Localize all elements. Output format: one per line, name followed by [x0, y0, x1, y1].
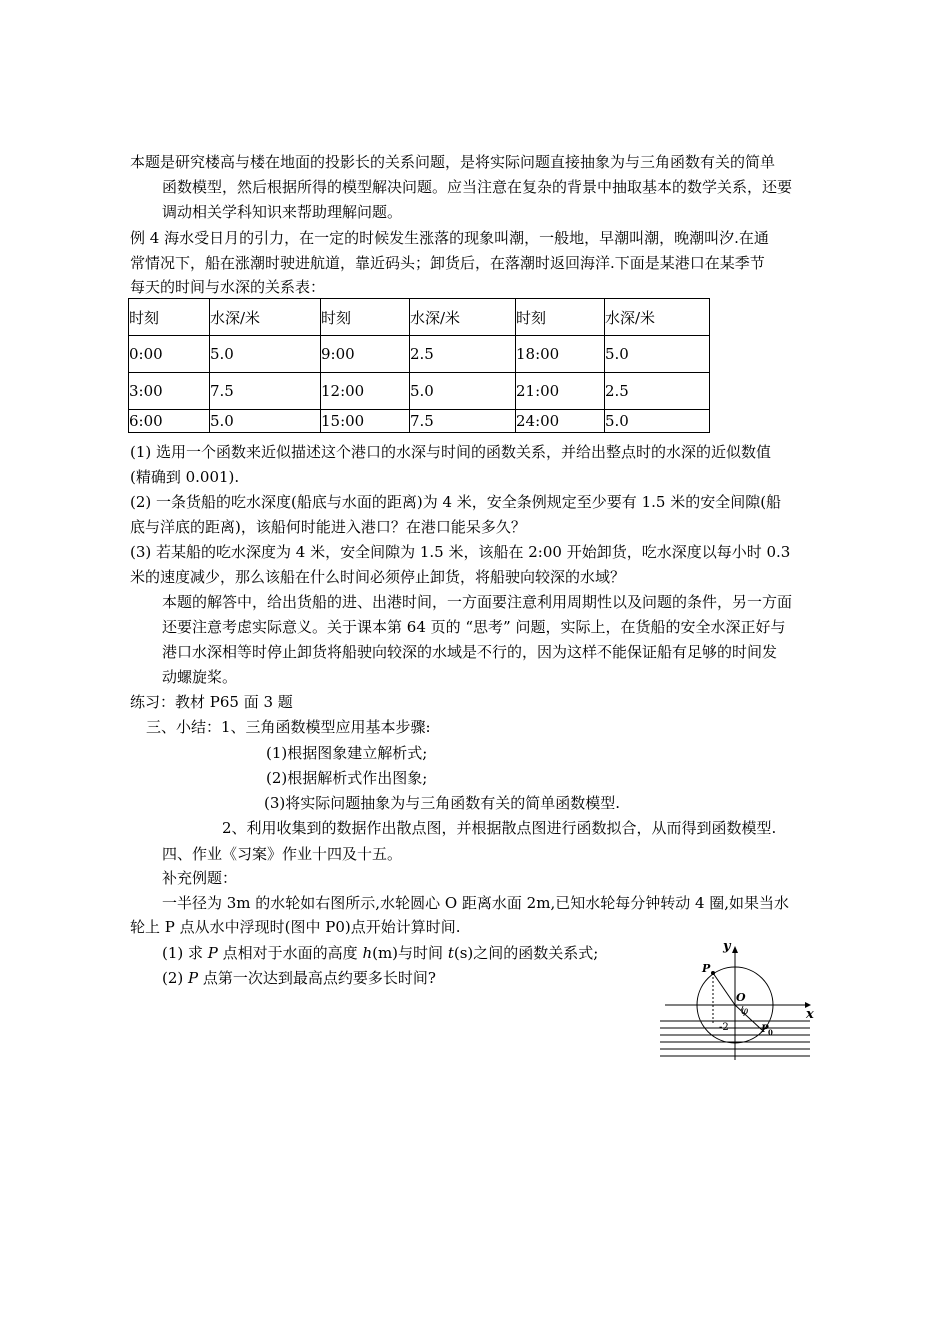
table-header-row [129, 299, 710, 336]
supplement-title: 补充例题： [162, 869, 238, 887]
table-cell: 24:00 [516, 410, 605, 433]
table-cell: 6:00 [129, 410, 210, 433]
example-line: 每天的时间与水深的关系表： [130, 278, 326, 296]
table-cell: 12:00 [321, 373, 410, 410]
table-row [129, 373, 710, 410]
question-line: (2) 一条货船的吃水深度(船底与水面的距离)为 4 米，安全条例规定至少要有 1.5 米的安全间隙(船 [130, 493, 782, 511]
point-p-dot [711, 971, 715, 975]
tide-table [128, 298, 710, 433]
q1-var-h: h [362, 944, 373, 962]
table-cell: 0:00 [129, 336, 210, 373]
table-header-cell: 水深/米 [605, 299, 710, 336]
practice-line: 练习：教材 P65 面 3 题 [130, 693, 293, 711]
q1-text: (1) 求 [162, 944, 208, 962]
phi-label: φ [741, 1006, 749, 1017]
table-cell: 21:00 [516, 373, 605, 410]
p0-subscript: 0 [768, 1028, 773, 1037]
q1-text: 点相对于水面的高度 [217, 944, 363, 962]
summary-point: 2、利用收集到的数据作出散点图，并根据散点图进行函数拟合，从而得到函数模型. [222, 819, 777, 837]
example-line: 常情况下，船在涨潮时驶进航道，靠近码头；卸货后，在落潮时返回海洋.下面是某港口在某季节 [130, 254, 765, 272]
table-cell: 7.5 [210, 373, 321, 410]
summary-step: (1)根据图象建立解析式; [266, 744, 428, 762]
table-cell: 5.0 [605, 336, 710, 373]
table-cell: 9:00 [321, 336, 410, 373]
y-axis-arrow [732, 946, 738, 953]
table-cell: 2.5 [605, 373, 710, 410]
table-cell: 2.5 [410, 336, 516, 373]
supplement-question-1 [162, 943, 598, 963]
table-header-cell: 时刻 [321, 299, 410, 336]
p0-label: P [761, 1024, 769, 1035]
table-header-cell: 时刻 [516, 299, 605, 336]
q2-text: 点第一次达到最高点约要多长时间? [198, 969, 436, 987]
intro-line: 本题是研究楼高与楼在地面的投影长的关系问题，是将实际问题直接抽象为与三角函数有关的简单 [130, 153, 776, 171]
q1-var-t: t [447, 944, 454, 962]
question-line: 底与洋底的距离)，该船何时能进入港口？在港口能呆多久？ [130, 518, 526, 536]
origin-label: O [736, 991, 746, 1004]
table-cell: 15:00 [321, 410, 410, 433]
supplement-line: 轮上 P 点从水中浮现时(图中 P0)点开始计算时间. [130, 918, 461, 936]
homework-line: 四、作业《习案》作业十四及十五。 [162, 845, 403, 863]
note-line: 港口水深相等时停止卸货将船驶向较深的水域是不行的，因为这样不能保证船有足够的时间发 [162, 643, 778, 661]
table-row [129, 410, 710, 433]
q2-text: (2) [162, 969, 189, 987]
table-header-cell: 水深/米 [410, 299, 516, 336]
table-cell: 18:00 [516, 336, 605, 373]
x-label: x [806, 1007, 814, 1022]
table-cell: 5.0 [410, 373, 516, 410]
table-cell: 3:00 [129, 373, 210, 410]
summary-title: 三、小结：1、三角函数模型应用基本步骤: [146, 718, 431, 736]
summary-step: (3)将实际问题抽象为与三角函数有关的简单函数模型. [264, 794, 621, 812]
note-line: 动螺旋桨。 [162, 668, 238, 686]
table-cell: 5.0 [210, 336, 321, 373]
example-line: 例 4 海水受日月的引力，在一定的时候发生涨落的现象叫潮，一般地，早潮叫潮，晚潮叫汐.在通 [130, 229, 769, 247]
intro-line: 函数模型，然后根据所得的模型解决问题。应当注意在复杂的背景中抽取基本的数学关系，还要 [162, 178, 793, 196]
intro-line: 调动相关学科知识来帮助理解问题。 [162, 203, 403, 221]
supplement-line: 一半径为 3m 的水轮如右图所示,水轮圆心 O 距离水面 2m,已知水轮每分钟转动 4 圈,如果当水 [162, 894, 790, 912]
question-line: 米的速度减少，那么该船在什么时间必须停止卸货，将船驶向较深的水域？ [130, 568, 626, 586]
q1-text: (s)之间的函数关系式; [453, 944, 599, 962]
q1-var-p: P [207, 944, 218, 962]
question-line: (精确到 0.001). [130, 468, 240, 486]
q1-text: (m)与时间 [372, 944, 448, 962]
table-header-cell: 水深/米 [210, 299, 321, 336]
q2-var-p: P [188, 969, 199, 987]
y-label: y [723, 939, 731, 954]
minus-two-label: -2 [719, 1022, 729, 1033]
radius-to-p [713, 973, 735, 1005]
question-line: (1) 选用一个函数来近似描述这个港口的水深与时间的函数关系，并给出整点时的水深的近似数值 [130, 443, 772, 461]
p-label: P [702, 962, 711, 975]
table-cell: 7.5 [410, 410, 516, 433]
table-cell: 5.0 [210, 410, 321, 433]
table-cell: 5.0 [605, 410, 710, 433]
table-header-cell: 时刻 [129, 299, 210, 336]
question-line: (3) 若某船的吃水深度为 4 米，安全间隙为 1.5 米，该船在 2:00 开始卸货，吃水深度以每小时 0.3 [130, 543, 791, 561]
table-row [129, 336, 710, 373]
radius-to-p0 [735, 1005, 762, 1030]
note-line: 还要注意考虑实际意义。关于课本第 64 页的 “思考” 问题，实际上，在货船的安全水深正好与 [162, 618, 786, 636]
water-wheel-figure [655, 935, 820, 1065]
supplement-question-2 [162, 968, 436, 988]
summary-step: (2)根据解析式作出图象; [266, 769, 428, 787]
note-line: 本题的解答中，给出货船的进、出港时间，一方面要注意利用周期性以及问题的条件，另一方面 [162, 593, 793, 611]
